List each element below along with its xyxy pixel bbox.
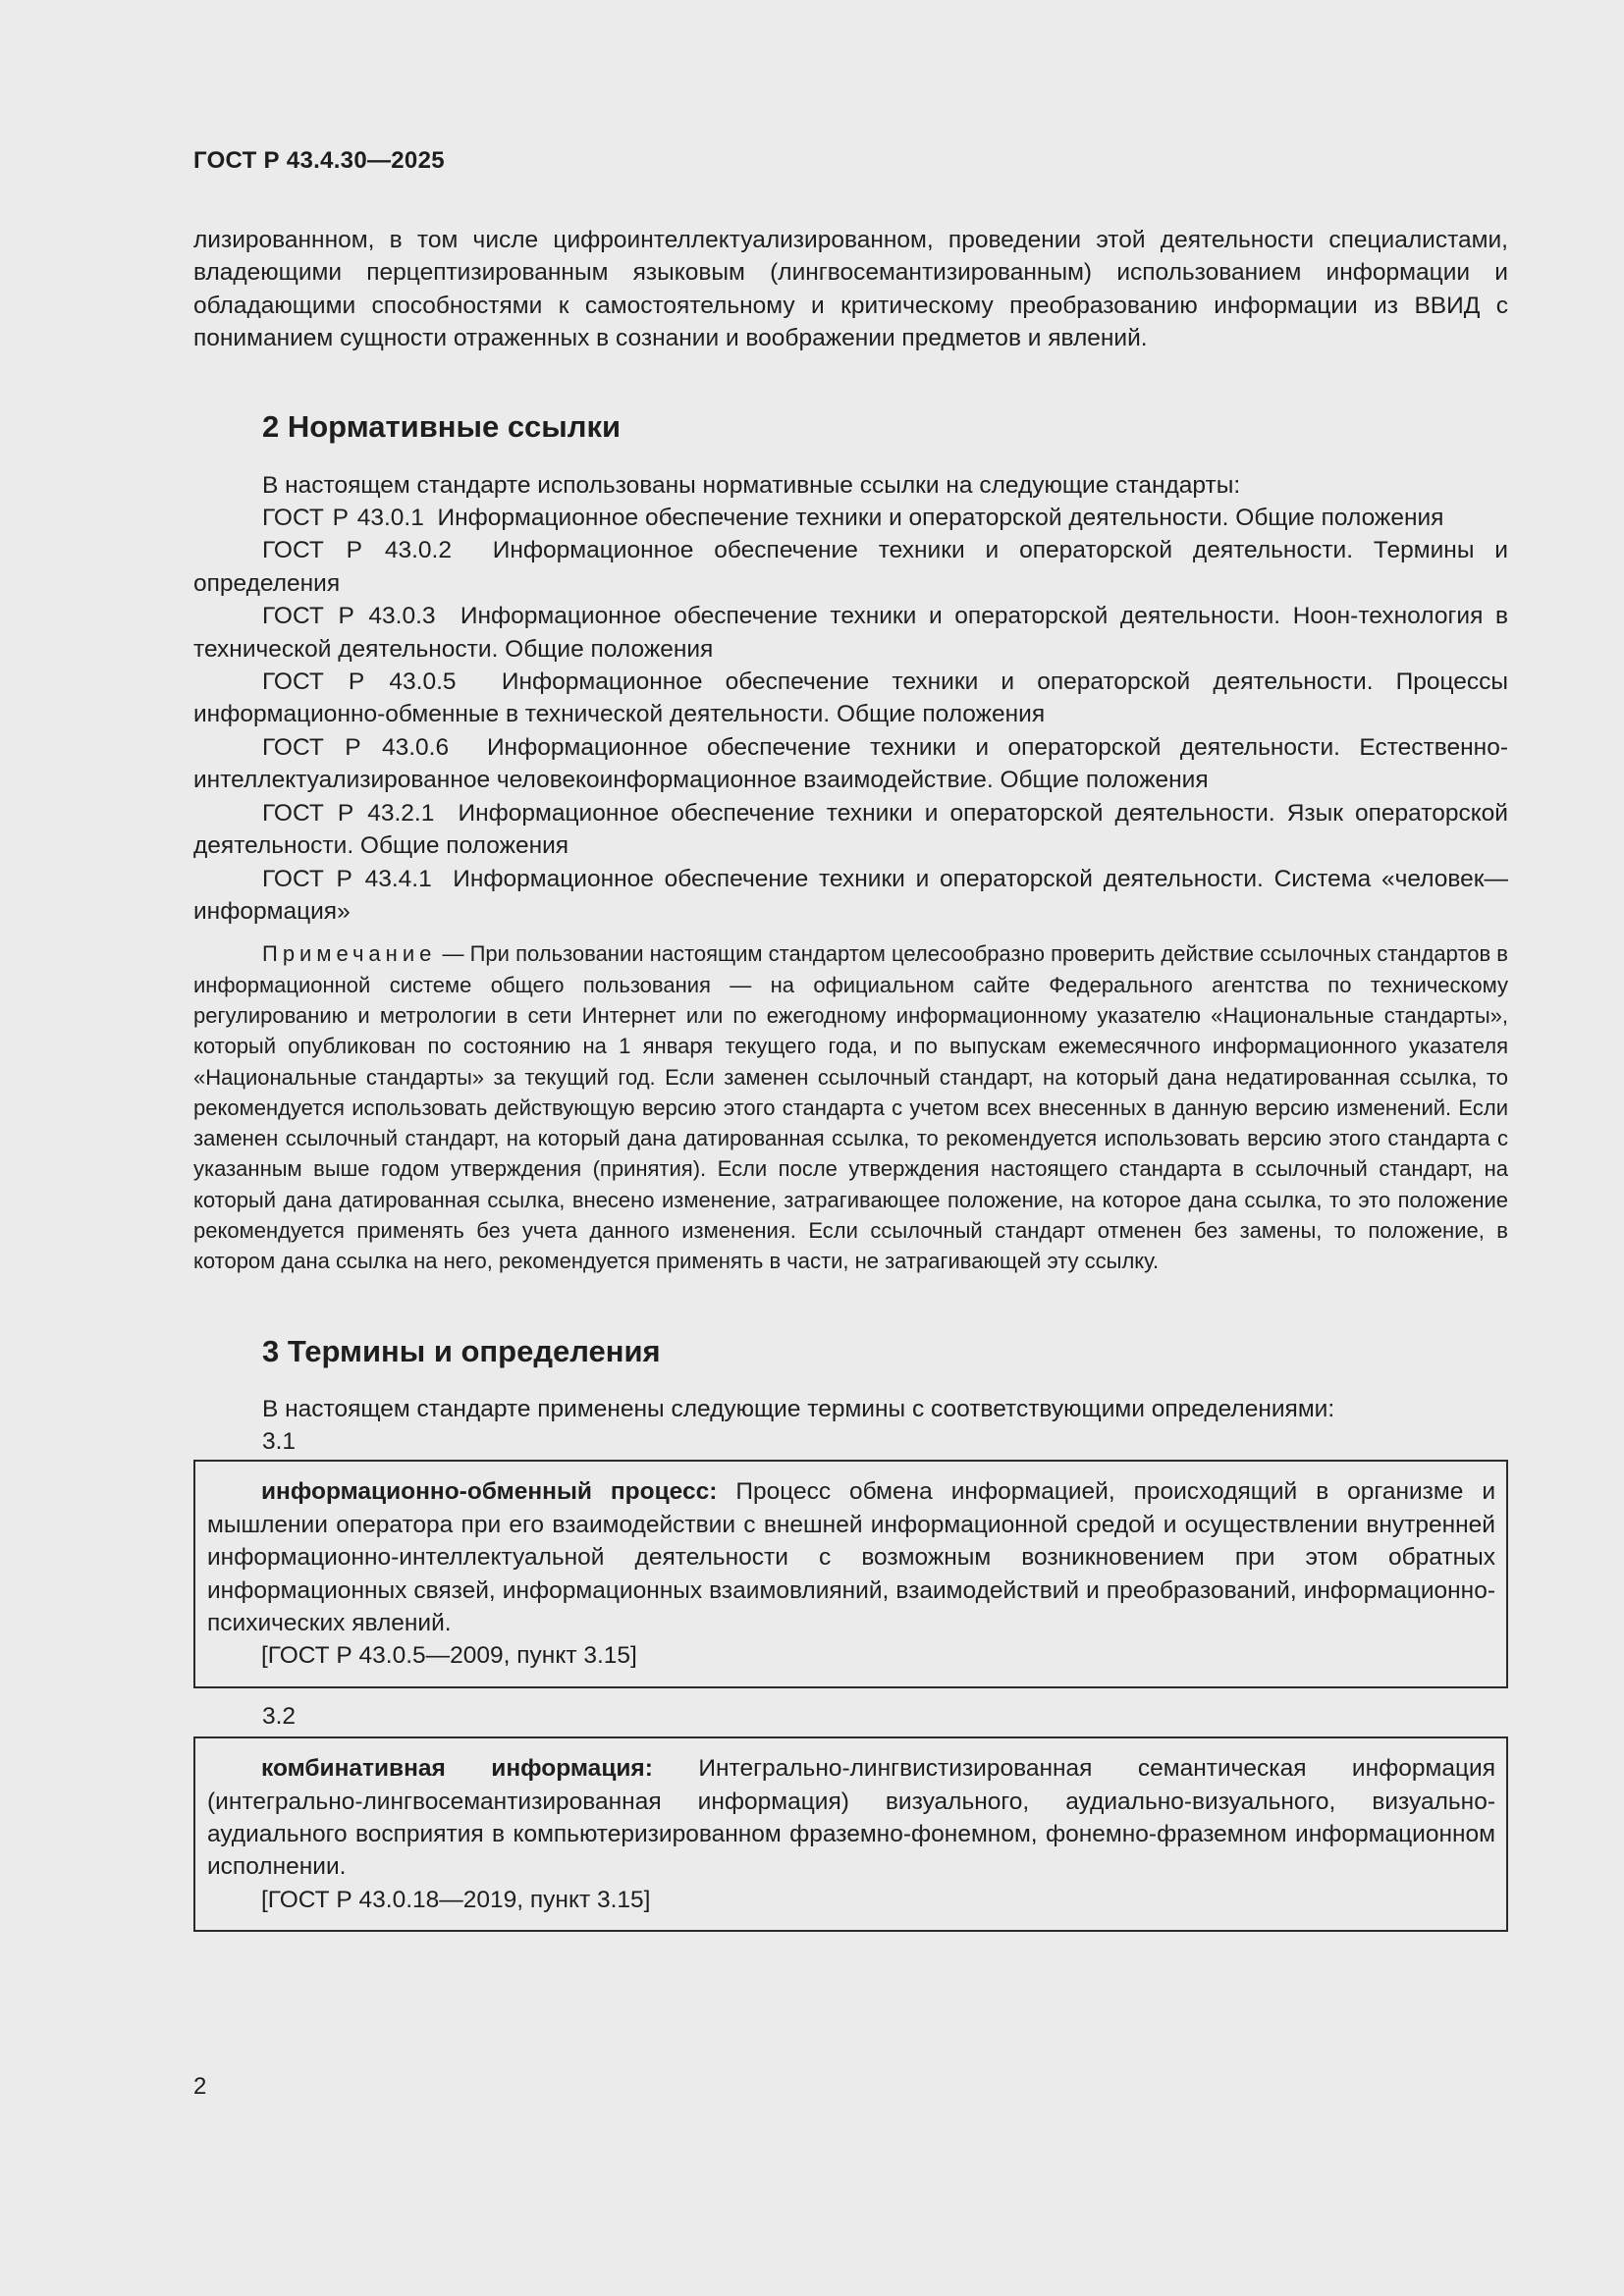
- reference-item: [193, 502, 1508, 534]
- term-definition: [207, 1475, 1495, 1639]
- term-name: комбинативная информация:: [261, 1755, 653, 1783]
- reference-title: Информационное обеспечение техники и операторской деятельности. Система «человек—информация»: [193, 865, 1508, 925]
- reference-item: [193, 797, 1508, 863]
- section-2-note: [193, 938, 1508, 1276]
- section-3-intro: В настоящем стандарте применены следующие термины с соответствующими определениями:: [262, 1395, 1335, 1422]
- reference-item: [193, 600, 1508, 666]
- reference-item: [193, 534, 1508, 600]
- term-text: Процесс обмена информацией, происходящий в организме и мышлении оператора при его взаимодействии с внешней информационной средой и осуществлении внутренней информационно-интеллектуальной деятельности с возможным возникновением при этом обратных информационных связей, информационных взаимовлияний, взаимодействий и преобразований, информационно-психических явлений.: [207, 1478, 1495, 1637]
- reference-code: ГОСТ Р 43.0.2: [262, 537, 452, 564]
- term-source: [ГОСТ Р 43.0.18—2019, пункт 3.15]: [261, 1886, 651, 1913]
- page-content: [193, 224, 1508, 1932]
- section-2-title: 2 Нормативные ссылки: [262, 408, 622, 444]
- section-3-title: 3 Термины и определения: [262, 1333, 661, 1368]
- term-name: информационно-обменный процесс:: [261, 1478, 718, 1506]
- reference-code: ГОСТ Р 43.2.1: [262, 799, 435, 827]
- reference-item: [193, 731, 1508, 797]
- term-number: 3.1: [262, 1427, 297, 1455]
- reference-title: Информационное обеспечение техники и операторской деятельности. Язык операторской деятельности. Общие положения: [193, 799, 1508, 860]
- reference-item: [193, 666, 1508, 731]
- note-text: — При пользовании настоящим стандартом целесообразно проверить действие ссылочных стандартов в информационной системе общего пользования — на официальном сайте Федерального агентства по техническому регулированию и метрологии в сети Интернет или по ежегодному информационному указателю «Национальные стандарты», который опубликован по состоянию на 1 января текущего года, и по выпускам ежемесячного информационного указателя «Национальные стандарты» за текущий год. Если заменен ссылочный стандарт, на который дана недатированная ссылка, то рекомендуется использовать действующую версию этого стандарта с учетом всех внесенных в данную версию изменений. Если заменен ссылочный стандарт, на который дана датированная ссылка, то рекомендуется использовать версию этого стандарта с указанным выше годом утверждения (принятия). Если после утверждения настоящего стандарта в ссылочный стандарт, на который дана датированная ссылка, внесено изменение, затрагивающее положение, на которое дана ссылка, то это положение рекомендуется применять без учета данного изменения. Если ссылочный стандарт отменен без замены, то положение, в котором дана ссылка на него, рекомендуется применять в части, не затрагивающей эту ссылку.: [193, 941, 1508, 1274]
- reference-title: Информационное обеспечение техники и операторской деятельности. Термины и определения: [193, 537, 1508, 597]
- reference-code: ГОСТ Р 43.0.1: [262, 505, 424, 532]
- note-label: Примечание: [262, 941, 437, 967]
- reference-item: [193, 863, 1508, 929]
- term-number: 3.2: [262, 1702, 297, 1730]
- reference-title: Информационное обеспечение техники и операторской деятельности. Общие положения: [437, 505, 1444, 532]
- reference-title: Информационное обеспечение техники и операторской деятельности. Ноон-технология в технической деятельности. Общие положения: [193, 603, 1508, 663]
- term-definition-box: [193, 1736, 1508, 1932]
- term-definition-box: [193, 1460, 1508, 1687]
- reference-code: ГОСТ Р 43.4.1: [262, 865, 432, 892]
- term-text: Интегрально-лингвистизированная семантическая информация (интегрально-лингвосемантизированная информация) визуального, аудиально-визуального, визуально-аудиального восприятия в компьютеризированном фраземно-фонемном, фонемно-фраземном информационном исполнении.: [207, 1755, 1495, 1881]
- reference-code: ГОСТ Р 43.0.5: [262, 668, 457, 696]
- reference-code: ГОСТ Р 43.0.6: [262, 733, 450, 761]
- term-definition: [207, 1752, 1495, 1884]
- section-2-intro: В настоящем стандарте использованы нормативные ссылки на следующие стандарты:: [262, 471, 1241, 499]
- reference-title: Информационное обеспечение техники и операторской деятельности. Естественно-интеллектуализированное человекоинформационное взаимодействие. Общие положения: [193, 733, 1508, 794]
- reference-code: ГОСТ Р 43.0.3: [262, 603, 436, 630]
- reference-title: Информационное обеспечение техники и операторской деятельности. Процессы информационно-обменные в технической деятельности. Общие положения: [193, 668, 1508, 728]
- intro-paragraph: лизированнном, в том числе цифроинтеллектуализированном, проведении этой деятельности специалистами, владеющими перцептизированным языковым (лингвосемантизированным) использованием информации и обладающими способностями к самостоятельному и критическому преобразованию информации из ВВИД с пониманием сущности отраженных в сознании и воображении предметов и явлений.: [193, 227, 1508, 352]
- document-code-header: ГОСТ Р 43.4.30—2025: [193, 147, 445, 174]
- page-number: 2: [193, 2073, 207, 2100]
- term-source: [ГОСТ Р 43.0.5—2009, пункт 3.15]: [261, 1642, 637, 1670]
